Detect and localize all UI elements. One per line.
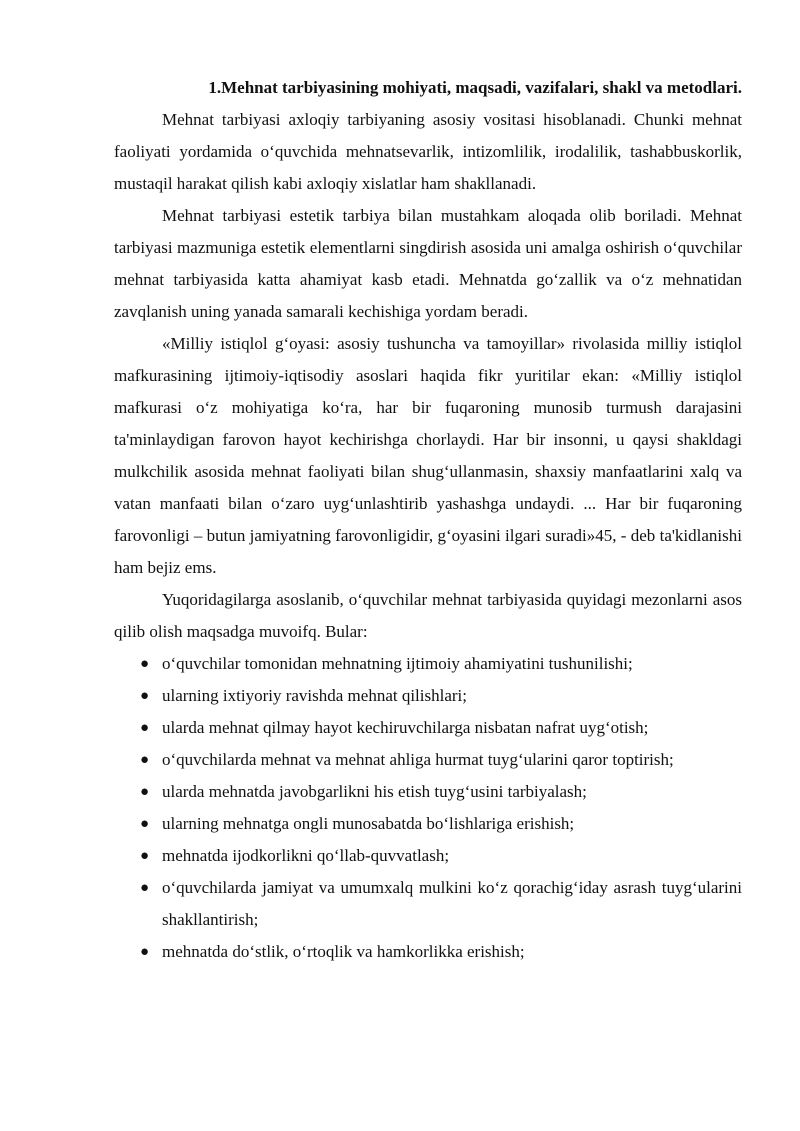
list-item-text: ularda mehnatda javobgarlikni his etish tuyg‘usini tarbiyalash; [162, 782, 587, 801]
criteria-list [114, 648, 742, 968]
list-item-text: o‘quvchilarda jamiyat va umumxalq mulkini ko‘z qorachig‘iday asrash tuyg‘ularini shakllantirish; [162, 878, 742, 929]
bullet-icon: ● [140, 944, 150, 960]
bullet-icon: ● [140, 656, 150, 672]
list-item [114, 648, 742, 680]
paragraph-national-ideology: «Milliy istiqlol g‘oyasi: asosiy tushuncha va tamoyillar» rivolasida milliy istiqlol mafkurasining ijtimoiy-iqtisodiy asoslari haqida fikr yuritilar ekan: «Milliy istiqlol mafkurasi o‘z mohiyatiga ko‘ra, har bir fuqaroning munosib turmush darajasini ta'minlaydigan farovon hayot kechirishga chorlaydi. Har bir insonni, u qaysi shakldagi mulkchilik asosida mehnat faoliyati bilan shug‘ullanmasin, shaxsiy manfaatlarini xalq va vatan manfaati bilan o‘zaro uyg‘unlashtirib yashashga undaydi. ... Har bir fuqaroning farovonligi – butun jamiyatning farovonligidir, g‘oyasini ilgari suradi»45, - deb ta'kidlanishi ham bejiz ems. [114, 334, 742, 577]
list-item-text: mehnatda ijodkorlikni qo‘llab-quvvatlash; [162, 846, 450, 865]
paragraph-labor-moral: Mehnat tarbiyasi axloqiy tarbiyaning asosiy vositasi hisoblanadi. Chunki mehnat faoliyati yordamida o‘quvchida mehnatsevarlik, intizomlilik, irodalilik, tashabbuskorlik, mustaqil harakat qilish kabi axloqiy xislatlar ham shakllanadi. [114, 110, 742, 193]
list-item-text: ularda mehnat qilmay hayot kechiruvchilarga nisbatan nafrat uyg‘otish; [162, 718, 649, 737]
list-item-text: ularning ixtiyoriy ravishda mehnat qilishlari; [162, 686, 467, 705]
list-item [114, 840, 742, 872]
list-item-text: o‘quvchilar tomonidan mehnatning ijtimoiy ahamiyatini tushunilishi; [162, 654, 633, 673]
list-item-text: mehnatda do‘stlik, o‘rtoqlik va hamkorlikka erishish; [162, 942, 525, 961]
paragraph-labor-aesthetic: Mehnat tarbiyasi estetik tarbiya bilan mustahkam aloqada olib boriladi. Mehnat tarbiyasi mazmuniga estetik elementlarni singdirish asosida uni amalga oshirish o‘quvchilar mehnat tarbiyasida katta ahamiyat kasb etadi. Mehnatda go‘zallik va o‘z mehnatidan zavqlanish uning yanada samarali kechishiga yordam beradi. [114, 206, 742, 321]
list-item [114, 744, 742, 776]
list-item [114, 712, 742, 744]
document-page [114, 72, 742, 968]
bullet-icon: ● [140, 816, 150, 832]
bullet-icon: ● [140, 688, 150, 704]
list-item [114, 776, 742, 808]
list-item-text: o‘quvchilarda mehnat va mehnat ahliga hurmat tuyg‘ularini qaror toptirish; [162, 750, 674, 769]
list-item [114, 936, 742, 968]
bullet-icon: ● [140, 720, 150, 736]
list-item [114, 808, 742, 840]
bullet-icon: ● [140, 848, 150, 864]
list-item-text: ularning mehnatga ongli munosabatda bo‘lishlariga erishish; [162, 814, 575, 833]
section-heading: 1.Mehnat tarbiyasining mohiyati, maqsadi, vazifalari, shakl va metodlari. [208, 78, 742, 97]
paragraph-criteria-intro: Yuqoridagilarga asoslanib, o‘quvchilar mehnat tarbiyasida quyidagi mezonlarni asos qilib olish maqsadga muvoifq. Bular: [114, 590, 742, 641]
list-item [114, 872, 742, 936]
bullet-icon: ● [140, 880, 150, 896]
bullet-icon: ● [140, 784, 150, 800]
bullet-icon: ● [140, 752, 150, 768]
list-item [114, 680, 742, 712]
